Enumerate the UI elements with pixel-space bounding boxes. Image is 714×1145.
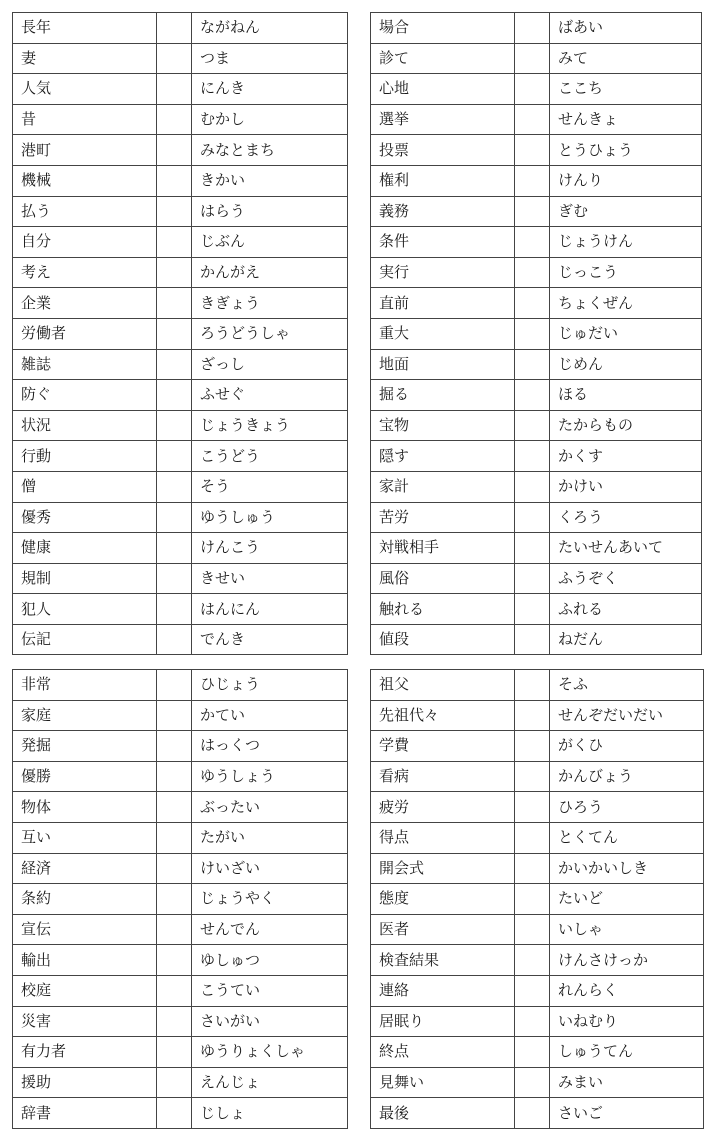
blank-cell: [515, 822, 550, 853]
reading-cell: さいがい: [192, 1006, 348, 1037]
kanji-cell: 権利: [371, 165, 515, 196]
kanji-cell: 選挙: [371, 104, 515, 135]
kanji-cell: 家庭: [13, 700, 157, 731]
kanji-cell: 優秀: [13, 502, 157, 533]
vocab-row: [371, 227, 702, 258]
blank-cell: [515, 318, 550, 349]
vocab-row: [13, 135, 348, 166]
vocab-row: [13, 502, 348, 533]
kanji-cell: 苦労: [371, 502, 515, 533]
blank-cell: [515, 761, 550, 792]
reading-cell: じゅだい: [550, 318, 702, 349]
vocab-row: [371, 380, 702, 411]
reading-cell: しゅうてん: [550, 1037, 704, 1068]
kanji-cell: 昔: [13, 104, 157, 135]
kanji-cell: 最後: [371, 1098, 515, 1129]
kanji-cell: 労働者: [13, 318, 157, 349]
blank-cell: [515, 975, 550, 1006]
reading-cell: かいかいしき: [550, 853, 704, 884]
reading-cell: ゆうりょくしゃ: [192, 1037, 348, 1068]
vocab-row: [371, 288, 702, 319]
kanji-cell: 直前: [371, 288, 515, 319]
kanji-cell: 辞書: [13, 1098, 157, 1129]
kanji-cell: 看病: [371, 761, 515, 792]
reading-cell: たいど: [550, 884, 704, 915]
reading-cell: こうどう: [192, 441, 348, 472]
vocab-row: [371, 975, 704, 1006]
reading-cell: きぎょう: [192, 288, 348, 319]
blank-cell: [157, 533, 192, 564]
blank-cell: [515, 410, 550, 441]
reading-cell: かくす: [550, 441, 702, 472]
reading-cell: けんさけっか: [550, 945, 704, 976]
kanji-cell: 規制: [13, 563, 157, 594]
kanji-cell: 連絡: [371, 975, 515, 1006]
reading-cell: ひじょう: [192, 670, 348, 701]
blank-cell: [515, 1098, 550, 1129]
blank-cell: [157, 43, 192, 74]
blank-cell: [515, 165, 550, 196]
blank-cell: [515, 43, 550, 74]
reading-cell: はっくつ: [192, 731, 348, 762]
vocab-row: [13, 1098, 348, 1129]
vocab-row: [371, 196, 702, 227]
vocab-row: [371, 533, 702, 564]
reading-cell: むかし: [192, 104, 348, 135]
kanji-cell: 隠す: [371, 441, 515, 472]
reading-cell: かてい: [192, 700, 348, 731]
vocab-row: [13, 74, 348, 105]
kanji-cell: 健康: [13, 533, 157, 564]
vocab-row: [13, 13, 348, 44]
vocab-row: [13, 288, 348, 319]
kanji-cell: 犯人: [13, 594, 157, 625]
blank-cell: [515, 533, 550, 564]
reading-cell: たからもの: [550, 410, 702, 441]
blank-cell: [157, 594, 192, 625]
kanji-cell: 家計: [371, 471, 515, 502]
kanji-cell: 物体: [13, 792, 157, 823]
vocab-row: [371, 13, 702, 44]
blank-cell: [157, 74, 192, 105]
blank-cell: [157, 792, 192, 823]
kanji-cell: 校庭: [13, 975, 157, 1006]
kanji-cell: 行動: [13, 441, 157, 472]
reading-cell: はんにん: [192, 594, 348, 625]
blank-cell: [157, 318, 192, 349]
reading-cell: ちょくぜん: [550, 288, 702, 319]
reading-cell: みまい: [550, 1067, 704, 1098]
vocab-row: [371, 74, 702, 105]
vocab-table-top-right: [370, 12, 702, 655]
kanji-cell: 値段: [371, 624, 515, 655]
kanji-cell: 場合: [371, 13, 515, 44]
vocab-row: [371, 700, 704, 731]
reading-cell: ゆうしょう: [192, 761, 348, 792]
vocab-row: [13, 563, 348, 594]
reading-cell: つま: [192, 43, 348, 74]
vocab-row: [13, 975, 348, 1006]
reading-cell: じょうきょう: [192, 410, 348, 441]
blank-cell: [515, 700, 550, 731]
vocab-row: [371, 563, 702, 594]
blank-cell: [157, 761, 192, 792]
reading-cell: じっこう: [550, 257, 702, 288]
vocab-row: [13, 227, 348, 258]
kanji-cell: 学費: [371, 731, 515, 762]
blank-cell: [515, 1067, 550, 1098]
vocab-row: [13, 914, 348, 945]
vocab-row: [13, 441, 348, 472]
vocab-table-bottom-left: [12, 669, 348, 1129]
reading-cell: たいせんあいて: [550, 533, 702, 564]
vocab-row: [371, 1067, 704, 1098]
kanji-cell: 輸出: [13, 945, 157, 976]
reading-cell: せんきょ: [550, 104, 702, 135]
reading-cell: かんがえ: [192, 257, 348, 288]
blank-cell: [515, 792, 550, 823]
blank-cell: [515, 731, 550, 762]
reading-cell: けいざい: [192, 853, 348, 884]
vocab-row: [371, 731, 704, 762]
blank-cell: [515, 1037, 550, 1068]
kanji-cell: 対戦相手: [371, 533, 515, 564]
kanji-cell: 実行: [371, 257, 515, 288]
kanji-cell: 条件: [371, 227, 515, 258]
blank-cell: [157, 1067, 192, 1098]
blank-cell: [515, 135, 550, 166]
blank-cell: [157, 471, 192, 502]
kanji-cell: 非常: [13, 670, 157, 701]
kanji-cell: 掘る: [371, 380, 515, 411]
kanji-cell: 考え: [13, 257, 157, 288]
reading-cell: けんこう: [192, 533, 348, 564]
blank-cell: [157, 624, 192, 655]
blank-cell: [515, 1006, 550, 1037]
reading-cell: ぶったい: [192, 792, 348, 823]
vocab-row: [371, 1098, 704, 1129]
blank-cell: [157, 441, 192, 472]
kanji-cell: 有力者: [13, 1037, 157, 1068]
kanji-cell: 診て: [371, 43, 515, 74]
blank-cell: [515, 227, 550, 258]
reading-cell: さいご: [550, 1098, 704, 1129]
blank-cell: [157, 380, 192, 411]
reading-cell: じしょ: [192, 1098, 348, 1129]
vocab-row: [371, 135, 702, 166]
kanji-cell: 企業: [13, 288, 157, 319]
kanji-cell: 見舞い: [371, 1067, 515, 1098]
reading-cell: ふうぞく: [550, 563, 702, 594]
blank-cell: [157, 349, 192, 380]
kanji-cell: 長年: [13, 13, 157, 44]
kanji-cell: 医者: [371, 914, 515, 945]
vocab-row: [371, 410, 702, 441]
blank-cell: [515, 349, 550, 380]
vocab-row: [371, 1006, 704, 1037]
reading-cell: じぶん: [192, 227, 348, 258]
blank-cell: [515, 196, 550, 227]
blank-cell: [157, 563, 192, 594]
reading-cell: きせい: [192, 563, 348, 594]
kanji-cell: 経済: [13, 853, 157, 884]
vocab-row: [371, 257, 702, 288]
blank-cell: [157, 288, 192, 319]
kanji-cell: 条約: [13, 884, 157, 915]
blank-cell: [157, 945, 192, 976]
blank-cell: [157, 670, 192, 701]
reading-cell: じめん: [550, 349, 702, 380]
kanji-cell: 義務: [371, 196, 515, 227]
vocab-row: [371, 43, 702, 74]
reading-cell: ひろう: [550, 792, 704, 823]
reading-cell: ぎむ: [550, 196, 702, 227]
kanji-cell: 自分: [13, 227, 157, 258]
vocab-row: [371, 914, 704, 945]
blank-cell: [157, 914, 192, 945]
blank-cell: [157, 1006, 192, 1037]
vocab-row: [13, 104, 348, 135]
blank-cell: [515, 74, 550, 105]
vocab-row: [371, 761, 704, 792]
vocab-row: [13, 945, 348, 976]
vocab-row: [371, 165, 702, 196]
kanji-cell: 心地: [371, 74, 515, 105]
reading-cell: えんじょ: [192, 1067, 348, 1098]
vocab-row: [13, 196, 348, 227]
blank-cell: [157, 227, 192, 258]
blank-cell: [515, 104, 550, 135]
blank-cell: [157, 731, 192, 762]
blank-cell: [515, 914, 550, 945]
reading-cell: はらう: [192, 196, 348, 227]
reading-cell: ながねん: [192, 13, 348, 44]
blank-cell: [515, 288, 550, 319]
reading-cell: ふせぐ: [192, 380, 348, 411]
blank-cell: [157, 1037, 192, 1068]
blank-cell: [515, 563, 550, 594]
kanji-cell: 祖父: [371, 670, 515, 701]
reading-cell: いねむり: [550, 1006, 704, 1037]
kanji-cell: 機械: [13, 165, 157, 196]
reading-cell: ばあい: [550, 13, 702, 44]
reading-cell: せんでん: [192, 914, 348, 945]
vocab-row: [13, 594, 348, 625]
blank-cell: [515, 13, 550, 44]
blank-cell: [515, 380, 550, 411]
reading-cell: ねだん: [550, 624, 702, 655]
blank-cell: [515, 853, 550, 884]
blank-cell: [515, 441, 550, 472]
blank-cell: [157, 104, 192, 135]
vocab-row: [13, 165, 348, 196]
vocab-row: [371, 104, 702, 135]
blank-cell: [157, 165, 192, 196]
kanji-cell: 終点: [371, 1037, 515, 1068]
blank-cell: [515, 594, 550, 625]
reading-cell: みなとまち: [192, 135, 348, 166]
kanji-cell: 宝物: [371, 410, 515, 441]
vocab-row: [13, 380, 348, 411]
blank-cell: [157, 884, 192, 915]
vocab-row: [371, 594, 702, 625]
kanji-cell: 発掘: [13, 731, 157, 762]
reading-cell: ゆしゅつ: [192, 945, 348, 976]
reading-cell: れんらく: [550, 975, 704, 1006]
kanji-cell: 重大: [371, 318, 515, 349]
kanji-cell: 払う: [13, 196, 157, 227]
vocab-row: [13, 1037, 348, 1068]
reading-cell: とうひょう: [550, 135, 702, 166]
vocab-row: [371, 441, 702, 472]
vocab-row: [13, 410, 348, 441]
reading-cell: きかい: [192, 165, 348, 196]
vocab-row: [13, 792, 348, 823]
reading-cell: ざっし: [192, 349, 348, 380]
reading-cell: くろう: [550, 502, 702, 533]
vocab-table-top-left: [12, 12, 348, 655]
reading-cell: ほる: [550, 380, 702, 411]
vocab-row: [371, 349, 702, 380]
reading-cell: にんき: [192, 74, 348, 105]
vocab-row: [13, 1006, 348, 1037]
vocab-row: [371, 502, 702, 533]
vocab-row: [13, 318, 348, 349]
kanji-cell: 得点: [371, 822, 515, 853]
kanji-cell: 僧: [13, 471, 157, 502]
kanji-cell: 風俗: [371, 563, 515, 594]
reading-cell: ろうどうしゃ: [192, 318, 348, 349]
kanji-cell: 地面: [371, 349, 515, 380]
vocab-row: [13, 853, 348, 884]
reading-cell: じょうけん: [550, 227, 702, 258]
vocab-row: [13, 731, 348, 762]
blank-cell: [515, 670, 550, 701]
vocab-row: [371, 884, 704, 915]
blank-cell: [157, 196, 192, 227]
reading-cell: みて: [550, 43, 702, 74]
blank-cell: [515, 884, 550, 915]
reading-cell: いしゃ: [550, 914, 704, 945]
reading-cell: たがい: [192, 822, 348, 853]
vocab-row: [13, 822, 348, 853]
kanji-cell: 港町: [13, 135, 157, 166]
kanji-cell: 態度: [371, 884, 515, 915]
blank-cell: [515, 624, 550, 655]
blank-cell: [515, 471, 550, 502]
kanji-cell: 居眠り: [371, 1006, 515, 1037]
kanji-cell: 優勝: [13, 761, 157, 792]
vocab-row: [371, 1037, 704, 1068]
blank-cell: [157, 1098, 192, 1129]
vocab-row: [13, 43, 348, 74]
kanji-cell: 人気: [13, 74, 157, 105]
blank-cell: [157, 822, 192, 853]
blank-cell: [157, 502, 192, 533]
vocab-table-bottom-right: [370, 669, 704, 1129]
blank-cell: [157, 135, 192, 166]
reading-cell: でんき: [192, 624, 348, 655]
kanji-cell: 宣伝: [13, 914, 157, 945]
blank-cell: [515, 502, 550, 533]
reading-cell: かんびょう: [550, 761, 704, 792]
vocab-row: [371, 822, 704, 853]
kanji-cell: 妻: [13, 43, 157, 74]
kanji-cell: 防ぐ: [13, 380, 157, 411]
vocab-row: [13, 884, 348, 915]
vocab-row: [13, 1067, 348, 1098]
reading-cell: がくひ: [550, 731, 704, 762]
vocab-row: [13, 533, 348, 564]
reading-cell: かけい: [550, 471, 702, 502]
vocab-row: [371, 624, 702, 655]
reading-cell: とくてん: [550, 822, 704, 853]
vocab-row: [371, 853, 704, 884]
vocab-row: [13, 349, 348, 380]
reading-cell: そう: [192, 471, 348, 502]
reading-cell: じょうやく: [192, 884, 348, 915]
vocab-row: [13, 257, 348, 288]
blank-cell: [157, 975, 192, 1006]
reading-cell: けんり: [550, 165, 702, 196]
kanji-cell: 伝記: [13, 624, 157, 655]
blank-cell: [157, 410, 192, 441]
kanji-cell: 触れる: [371, 594, 515, 625]
vocab-row: [13, 670, 348, 701]
vocab-row: [371, 318, 702, 349]
blank-cell: [157, 13, 192, 44]
vocab-row: [13, 624, 348, 655]
reading-cell: こうてい: [192, 975, 348, 1006]
vocab-row: [371, 471, 702, 502]
blank-cell: [515, 257, 550, 288]
kanji-cell: 災害: [13, 1006, 157, 1037]
blank-cell: [157, 257, 192, 288]
kanji-cell: 状況: [13, 410, 157, 441]
vocab-row: [13, 700, 348, 731]
kanji-cell: 検査結果: [371, 945, 515, 976]
kanji-cell: 援助: [13, 1067, 157, 1098]
vocab-row: [371, 945, 704, 976]
reading-cell: ゆうしゅう: [192, 502, 348, 533]
blank-cell: [157, 853, 192, 884]
reading-cell: ふれる: [550, 594, 702, 625]
vocab-row: [13, 471, 348, 502]
reading-cell: ここち: [550, 74, 702, 105]
blank-cell: [157, 700, 192, 731]
vocab-row: [371, 670, 704, 701]
vocab-row: [371, 792, 704, 823]
kanji-cell: 疲労: [371, 792, 515, 823]
reading-cell: せんぞだいだい: [550, 700, 704, 731]
kanji-cell: 先祖代々: [371, 700, 515, 731]
kanji-cell: 互い: [13, 822, 157, 853]
blank-cell: [515, 945, 550, 976]
kanji-cell: 投票: [371, 135, 515, 166]
vocab-row: [13, 761, 348, 792]
reading-cell: そふ: [550, 670, 704, 701]
kanji-cell: 雑誌: [13, 349, 157, 380]
kanji-cell: 開会式: [371, 853, 515, 884]
